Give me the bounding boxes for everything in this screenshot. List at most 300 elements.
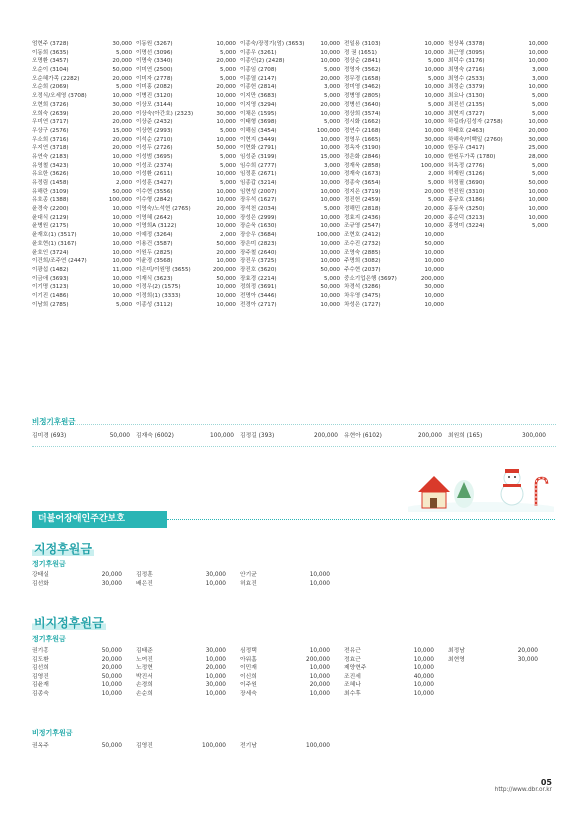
donation-amount: 5,000 xyxy=(219,127,236,134)
undesignated-regular-heading: 정기후원금 xyxy=(32,635,66,643)
donation-amount: 10,000 xyxy=(320,197,340,204)
donor-entry xyxy=(32,690,122,699)
donor-entry xyxy=(344,92,448,101)
donation-amount: 30,000 xyxy=(216,110,236,117)
donor-entry xyxy=(32,664,122,673)
donation-amount: 10,000 xyxy=(424,249,444,256)
donor-name: 최영수 (2533) xyxy=(448,75,485,82)
donation-amount: 50,000 xyxy=(528,180,548,186)
donor-entry xyxy=(32,214,136,223)
donor-entry xyxy=(136,153,240,162)
donor-name: 김미경 (693) xyxy=(32,433,67,439)
donor-entry xyxy=(32,432,136,441)
donation-amount: 10,000 xyxy=(320,223,340,230)
donor-name: 최현지 (3727) xyxy=(448,110,485,117)
donor-name: 김윤재 xyxy=(32,682,49,689)
donor-entry xyxy=(32,66,136,75)
donation-amount: 50,000 xyxy=(109,433,130,439)
donor-name: 한원두가족 (1780) xyxy=(448,153,496,160)
donor-entry xyxy=(448,40,552,49)
donor-name: 오희숙 (2639) xyxy=(32,110,69,117)
footer-url[interactable]: http://www.dbr.or.kr xyxy=(494,787,552,793)
donor-entry xyxy=(136,681,226,690)
donation-amount: 5,000 xyxy=(323,275,340,282)
donor-entry xyxy=(136,144,240,153)
donor-entry xyxy=(32,188,136,197)
donation-amount: 10,000 xyxy=(112,206,132,213)
donor-name: 유현아 (6102) xyxy=(344,433,382,439)
donation-amount: 50,000 xyxy=(216,275,236,282)
donor-name: 안기균 xyxy=(240,572,257,578)
donation-amount: 28,000 xyxy=(528,153,548,160)
donor-name: 전경아 (2717) xyxy=(240,301,277,308)
donor-name: 주수현 (2037) xyxy=(344,266,381,273)
donor-entry xyxy=(32,580,122,589)
donor-name: 이상현 (2993) xyxy=(136,127,173,134)
donor-entry xyxy=(136,231,240,240)
donor-name: 이민재 xyxy=(240,665,257,672)
donor-name: 최덕수 (3176) xyxy=(448,58,485,65)
donor-entry xyxy=(240,742,330,751)
donation-amount: 100,000 xyxy=(316,127,340,134)
donor-name: 허재원 (3126) xyxy=(448,171,485,178)
donor-entry xyxy=(240,75,344,84)
donor-entry xyxy=(32,179,136,188)
donation-amount: 10,000 xyxy=(216,171,236,178)
donation-amount: 10,000 xyxy=(528,214,548,221)
donor-name: 하태호 (2463) xyxy=(448,127,485,134)
donation-amount: 10,000 xyxy=(112,258,132,265)
donation-amount: 10,000 xyxy=(528,84,548,91)
donor-name: 하길라/김성자 (2758) xyxy=(448,119,503,126)
donor-name: 이미홍 (2082) xyxy=(136,84,173,91)
donor-entry xyxy=(32,222,136,231)
donor-name: 차우영 (3475) xyxy=(344,292,381,299)
donor-name: 정 권 (1651) xyxy=(344,49,377,56)
designated-title: 지정후원금 xyxy=(34,542,92,556)
donor-name: 윤경숙 (2200) xyxy=(32,206,69,213)
donor-name: 오정식/오세영 (3708) xyxy=(32,93,87,100)
donation-amount: 20,000 xyxy=(216,84,236,91)
donation-amount: 10,000 xyxy=(413,656,434,663)
donor-entry xyxy=(136,92,240,101)
donor-name: 배은진 xyxy=(136,580,153,587)
donor-entry xyxy=(240,101,344,110)
donor-entry xyxy=(448,127,552,136)
donor-name: 정무경 (1658) xyxy=(344,75,381,82)
donor-entry xyxy=(344,110,448,119)
donation-amount: 20,000 xyxy=(424,214,444,221)
donor-name: 이현화 (2791) xyxy=(240,145,277,152)
donation-amount: 10,000 xyxy=(309,572,330,578)
donor-entry xyxy=(136,40,240,49)
donor-name: 정효근 xyxy=(344,656,361,663)
donation-amount: 10,000 xyxy=(112,292,132,299)
donor-entry xyxy=(32,118,136,127)
donor-entry xyxy=(240,136,344,145)
donation-amount: 10,000 xyxy=(216,119,236,126)
donor-name: 최정남 xyxy=(448,648,465,654)
donor-name: 강태실 xyxy=(32,572,49,578)
donor-name: 우상구 (2576) xyxy=(32,127,69,134)
donor-entry xyxy=(136,292,240,301)
donor-name: 허정필 (3690) xyxy=(448,180,485,186)
donor-entry xyxy=(240,249,344,258)
donation-amount: 10,000 xyxy=(216,214,236,221)
donor-name: 장주철 (2640) xyxy=(240,249,277,256)
page-number: 05 xyxy=(540,778,552,787)
donation-amount: 10,000 xyxy=(413,648,434,654)
donor-entry xyxy=(344,170,448,179)
donation-amount: 10,000 xyxy=(112,171,132,178)
donation-amount: 10,000 xyxy=(205,580,226,587)
donation-amount: 50,000 xyxy=(101,648,122,654)
donation-amount: 200,000 xyxy=(420,275,444,282)
donor-entry xyxy=(344,257,448,266)
donor-entry xyxy=(32,656,122,665)
donation-amount: 10,000 xyxy=(528,188,548,195)
donor-column xyxy=(136,571,240,588)
donor-name: 이윤경 (3568) xyxy=(136,258,173,265)
donation-amount: 10,000 xyxy=(413,682,434,689)
undesignated-donor-grid xyxy=(32,647,552,699)
donor-name: 이동원 (3267) xyxy=(136,41,173,47)
donor-name: 장우석 (1627) xyxy=(240,197,277,204)
donor-entry xyxy=(32,266,136,275)
donor-entry xyxy=(240,222,344,231)
donor-entry xyxy=(136,571,226,580)
donor-entry xyxy=(240,196,344,205)
donor-entry xyxy=(240,162,344,171)
donation-amount: 20,000 xyxy=(424,188,444,195)
donor-name: 이석순 (2710) xyxy=(136,136,173,143)
donor-entry xyxy=(344,179,448,188)
donor-entry xyxy=(448,656,538,665)
donor-name: 이성환 (2611) xyxy=(136,171,173,178)
donor-entry xyxy=(136,240,240,249)
regular-donor-grid xyxy=(32,40,552,309)
donation-amount: 5,000 xyxy=(427,101,444,108)
donor-name: 정재숙 (1673) xyxy=(344,171,381,178)
donor-name: 오현희 (3726) xyxy=(32,101,69,108)
donor-name: 이성조 (2374) xyxy=(136,162,173,169)
donation-amount: 20,000 xyxy=(112,110,132,117)
donor-name: 임성준 (3199) xyxy=(240,153,277,160)
donation-amount: 5,000 xyxy=(219,49,236,56)
donation-amount: 50,000 xyxy=(320,284,340,291)
donation-amount: 5,000 xyxy=(531,110,548,117)
donor-name: 이용건 (3587) xyxy=(136,240,173,247)
donor-name: 정상희 (3574) xyxy=(344,110,381,117)
donor-name: 조수진 (2732) xyxy=(344,240,381,247)
donor-name: 노정현 xyxy=(136,665,153,672)
donor-name: 이미자 (2778) xyxy=(136,75,173,82)
donor-entry xyxy=(136,690,226,699)
banner-divider xyxy=(167,519,555,520)
donor-name: 노여진 xyxy=(136,656,153,663)
winter-house-snowman-illustration xyxy=(408,454,554,512)
donor-name: 전일용 (3103) xyxy=(344,41,381,47)
donor-entry xyxy=(136,283,240,292)
donor-entry xyxy=(136,742,226,751)
donation-amount: 30,000 xyxy=(517,656,538,663)
donor-entry xyxy=(32,162,136,171)
donation-amount: 10,000 xyxy=(424,292,444,299)
donor-entry xyxy=(136,162,240,171)
donor-entry xyxy=(448,162,552,171)
donor-entry xyxy=(136,57,240,66)
donation-amount: 10,000 xyxy=(112,162,132,169)
donor-entry xyxy=(136,647,226,656)
donor-entry xyxy=(344,196,448,205)
donation-amount: 10,000 xyxy=(320,301,340,308)
donor-entry xyxy=(136,101,240,110)
donation-amount: 10,000 xyxy=(528,119,548,126)
donor-entry xyxy=(32,742,122,751)
donor-entry xyxy=(136,136,240,145)
donor-name: 최근영 (3095) xyxy=(448,49,485,56)
donor-entry xyxy=(448,75,552,84)
donor-name: 이채은 (1595) xyxy=(240,110,277,117)
donor-entry xyxy=(136,205,240,214)
donation-amount: 50,000 xyxy=(112,188,132,195)
donation-amount: 40,000 xyxy=(413,673,434,680)
donor-entry xyxy=(32,231,136,240)
donor-name: 손순희 xyxy=(136,690,153,697)
donor-entry xyxy=(344,690,434,699)
donor-name: 정재욱 (2858) xyxy=(344,162,381,169)
donation-amount: 15,000 xyxy=(320,153,340,160)
donation-amount: 20,000 xyxy=(424,206,444,213)
undesignated-irregular-heading: 비정기후원금 xyxy=(32,729,73,737)
donation-amount: 10,000 xyxy=(112,232,132,239)
donor-entry xyxy=(448,110,552,119)
donor-name: 정은화 (2846) xyxy=(344,153,381,160)
donor-name: 전명아 (3446) xyxy=(240,292,277,299)
donor-entry xyxy=(344,681,434,690)
donation-amount: 100,000 xyxy=(420,162,444,169)
donation-amount: 30,000 xyxy=(112,41,132,47)
donor-entry xyxy=(240,170,344,179)
donor-name: 장승우 (3684) xyxy=(240,232,277,239)
irregular-donor-row xyxy=(32,432,556,441)
donor-entry xyxy=(240,647,330,656)
donor-entry xyxy=(240,283,344,292)
donor-entry xyxy=(136,118,240,127)
donor-entry xyxy=(344,292,448,301)
donor-entry xyxy=(448,136,552,145)
donation-amount: 5,000 xyxy=(531,162,548,169)
donation-amount: 25,000 xyxy=(528,145,548,152)
donor-name: 조영숙 (2885) xyxy=(344,249,381,256)
donation-amount: 10,000 xyxy=(216,258,236,265)
donor-entry xyxy=(136,214,240,223)
donor-column xyxy=(240,571,344,588)
donation-amount: 20,000 xyxy=(101,665,122,672)
donor-column xyxy=(136,742,240,751)
donor-name: 최진선 (2135) xyxy=(448,101,485,108)
donation-amount: 50,000 xyxy=(101,743,122,749)
donor-entry xyxy=(448,222,552,231)
donor-entry xyxy=(136,432,240,441)
donation-amount: 20,000 xyxy=(320,75,340,82)
donation-amount: 5,000 xyxy=(427,197,444,204)
donation-amount: 5,000 xyxy=(219,75,236,82)
donation-amount: 10,000 xyxy=(424,67,444,74)
donor-entry xyxy=(136,301,240,310)
donor-name: 이미연 (2500) xyxy=(136,67,173,74)
donor-entry xyxy=(344,49,448,58)
donor-name: 차성은 (1727) xyxy=(344,301,381,308)
donor-name: 김영진 xyxy=(32,673,49,680)
donation-amount: 100,000 xyxy=(202,743,226,749)
donor-entry xyxy=(136,170,240,179)
donation-amount: 10,000 xyxy=(424,153,444,160)
donor-entry xyxy=(344,432,448,441)
donation-amount: 10,000 xyxy=(424,266,444,273)
donation-amount: 10,000 xyxy=(309,690,330,697)
donor-name: 이명선 (3096) xyxy=(136,49,173,56)
donation-amount: 50,000 xyxy=(101,673,122,680)
undesignated-title: 비지정후원금 xyxy=(34,616,104,630)
donor-entry xyxy=(344,301,448,310)
donation-amount: 20,000 xyxy=(112,75,132,82)
donor-name: 이태형 (3698) xyxy=(240,119,277,126)
donor-entry xyxy=(136,275,240,284)
donor-name: 심정택 xyxy=(240,648,257,654)
donor-name: 정옥자 (3190) xyxy=(344,145,381,152)
donor-entry xyxy=(344,275,448,284)
donor-entry xyxy=(240,580,330,589)
undesignated-irregular-row xyxy=(32,742,344,751)
donor-entry xyxy=(32,301,136,310)
donor-name: 하해숙/이백일 (2760) xyxy=(448,136,503,143)
donation-amount: 10,000 xyxy=(112,153,132,160)
donor-name: 이성범 (3695) xyxy=(136,153,173,160)
donor-entry xyxy=(240,656,330,665)
donor-entry xyxy=(32,75,136,84)
donation-amount: 10,000 xyxy=(216,301,236,308)
donor-column xyxy=(240,40,344,309)
donation-amount: 50,000 xyxy=(216,145,236,152)
donor-name: 현진원 (3310) xyxy=(448,188,485,195)
donation-amount: 200,000 xyxy=(418,433,442,439)
donation-amount: 10,000 xyxy=(320,58,340,65)
donation-amount: 10,000 xyxy=(112,284,132,291)
donation-amount: 10,000 xyxy=(320,49,340,56)
donor-entry xyxy=(32,196,136,205)
org-banner: 더불어장애인주간보호 xyxy=(32,511,167,528)
designated-regular-heading: 정기후원금 xyxy=(32,560,66,568)
donation-amount: 10,000 xyxy=(424,232,444,239)
donor-entry xyxy=(448,57,552,66)
donation-amount: 10,000 xyxy=(424,301,444,308)
donation-amount: 5,000 xyxy=(531,223,548,230)
donation-amount: 20,000 xyxy=(216,58,236,65)
donation-amount: 20,000 xyxy=(320,101,340,108)
donor-entry xyxy=(32,292,136,301)
donor-name: 정병선 (3640) xyxy=(344,101,381,108)
donor-entry xyxy=(240,673,330,682)
donor-entry xyxy=(240,92,344,101)
donor-entry xyxy=(136,249,240,258)
donor-name: 장순욱 (1630) xyxy=(240,223,277,230)
donor-name: 김태준 xyxy=(136,648,153,654)
donation-amount: 10,000 xyxy=(112,214,132,221)
donor-name: 정영자 (3562) xyxy=(344,67,381,74)
donor-entry xyxy=(240,681,330,690)
donor-entry xyxy=(136,66,240,75)
donor-name: 조진세 xyxy=(344,673,361,680)
donor-entry xyxy=(344,153,448,162)
donor-name: 장세숙 xyxy=(240,690,257,697)
donor-entry xyxy=(344,647,434,656)
donation-amount: 5,000 xyxy=(115,84,132,91)
donation-amount: 20,000 xyxy=(216,249,236,256)
donor-name: 이성두 (2726) xyxy=(136,145,173,152)
donor-column xyxy=(32,571,136,588)
donor-name: 이종성 (3112) xyxy=(136,301,173,308)
donation-amount: 10,000 xyxy=(424,49,444,56)
designated-donor-grid xyxy=(32,571,344,588)
donor-name: 임종갑 (3214) xyxy=(240,180,277,186)
donation-amount: 5,000 xyxy=(427,75,444,82)
donation-amount: 3,000 xyxy=(323,162,340,169)
donor-name: 전기남 xyxy=(240,743,257,749)
donation-amount: 10,000 xyxy=(309,648,330,654)
donation-amount: 10,000 xyxy=(320,240,340,247)
donor-name: 천상복 (3378) xyxy=(448,41,485,47)
donor-column xyxy=(240,647,344,699)
donor-entry xyxy=(240,275,344,284)
donation-amount: 10,000 xyxy=(320,171,340,178)
donor-entry xyxy=(240,127,344,136)
donor-name: 이금애 (3693) xyxy=(32,275,69,282)
donor-name: 이기진 (1486) xyxy=(32,292,69,299)
donor-name: 이영숙/노석현 (2765) xyxy=(136,206,191,213)
donation-amount: 10,000 xyxy=(424,127,444,134)
donor-entry xyxy=(448,101,552,110)
donation-amount: 100,000 xyxy=(316,232,340,239)
donation-amount: 10,000 xyxy=(309,580,330,587)
donor-column xyxy=(136,40,240,309)
donor-name: 이상모 (3144) xyxy=(136,101,173,108)
donor-entry xyxy=(32,57,136,66)
donor-column xyxy=(32,647,136,699)
donor-entry xyxy=(240,266,344,275)
donation-amount: 5,000 xyxy=(323,119,340,126)
donor-name: 이종열 (2147) xyxy=(240,75,277,82)
donor-name: 김도환 xyxy=(32,656,49,663)
donor-name: 최요나 (3130) xyxy=(448,93,485,100)
donation-amount: 15,000 xyxy=(112,127,132,134)
irregular-heading: 비정기후원금 xyxy=(32,417,76,426)
donor-entry xyxy=(136,196,240,205)
donation-amount: 3,000 xyxy=(323,84,340,91)
divider xyxy=(32,446,556,447)
donation-amount: 10,000 xyxy=(112,223,132,230)
donor-name: 중소기업은행 (3697) xyxy=(344,275,397,282)
donor-name: 정진헌 (2459) xyxy=(344,197,381,204)
donation-amount: 10,000 xyxy=(320,188,340,195)
donation-amount: 10,000 xyxy=(216,188,236,195)
donor-name: 윤병원 (2175) xyxy=(32,223,69,230)
donor-entry xyxy=(32,101,136,110)
donor-name: 김영진 xyxy=(136,743,153,749)
donor-entry xyxy=(136,664,226,673)
donor-name: 김선희 xyxy=(32,665,49,672)
donor-name: 이명숙 (3340) xyxy=(136,58,173,65)
